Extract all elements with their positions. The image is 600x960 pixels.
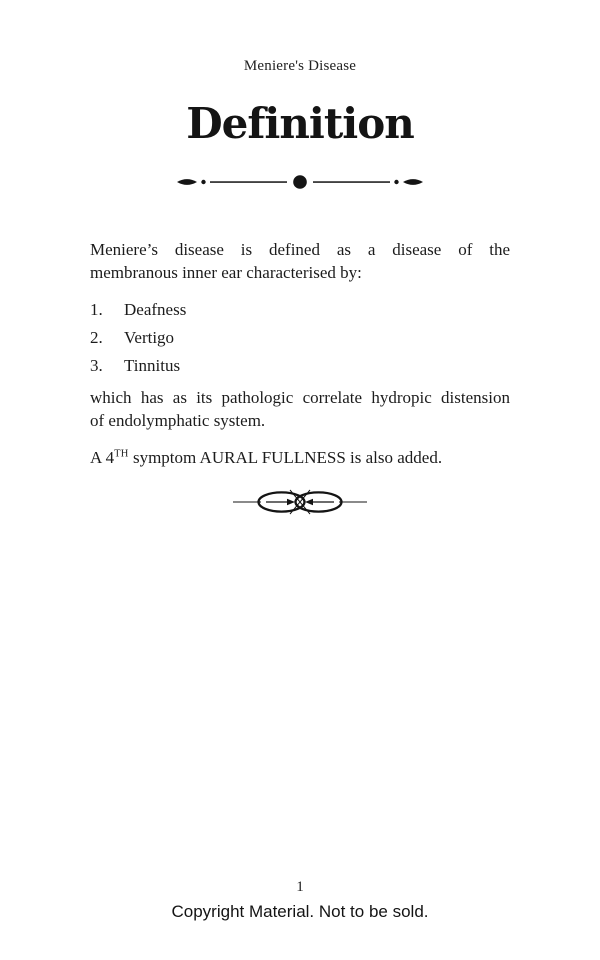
list-number: 3.: [90, 356, 103, 375]
flourish-ornament-icon: [233, 488, 367, 516]
list-item-deafness: [90, 298, 510, 321]
correlate-line-1: which has as its pathologic correlate hydropic distension: [90, 388, 510, 407]
list-item-vertigo: [90, 326, 510, 349]
ordinal-superscript: TH: [114, 448, 129, 460]
correlate-line-2: of endolymphatic system.: [90, 411, 266, 430]
running-header: Meniere's Disease: [243, 58, 357, 74]
added-symptom-suffix: symptom AURAL FULLNESS is also added.: [128, 448, 443, 467]
intro-line-1: Meniere’s disease is defined as a disease of the: [90, 240, 510, 259]
list-item-tinnitus: [90, 354, 510, 377]
intro-paragraph: [90, 238, 510, 284]
correlate-paragraph: [90, 386, 510, 432]
copyright-notice: Copyright Material. Not to be sold.: [171, 902, 429, 921]
divider-ornament-icon: [176, 174, 424, 190]
symptom-list: [90, 298, 510, 377]
page-title: Definition: [186, 99, 414, 148]
page-number: 1: [296, 879, 304, 895]
body-text-block: [90, 238, 510, 483]
list-label: Vertigo: [124, 328, 175, 347]
list-label: Tinnitus: [124, 356, 181, 375]
intro-line-2: membranous inner ear characterised by:: [90, 263, 362, 282]
list-number: 2.: [90, 328, 103, 347]
added-symptom-prefix: A 4: [90, 448, 115, 467]
added-symptom-paragraph: [90, 446, 510, 469]
list-number: 1.: [90, 300, 103, 319]
title-divider-ornament: [0, 174, 600, 190]
end-flourish-ornament: [0, 488, 600, 516]
list-label: Deafness: [124, 300, 187, 319]
